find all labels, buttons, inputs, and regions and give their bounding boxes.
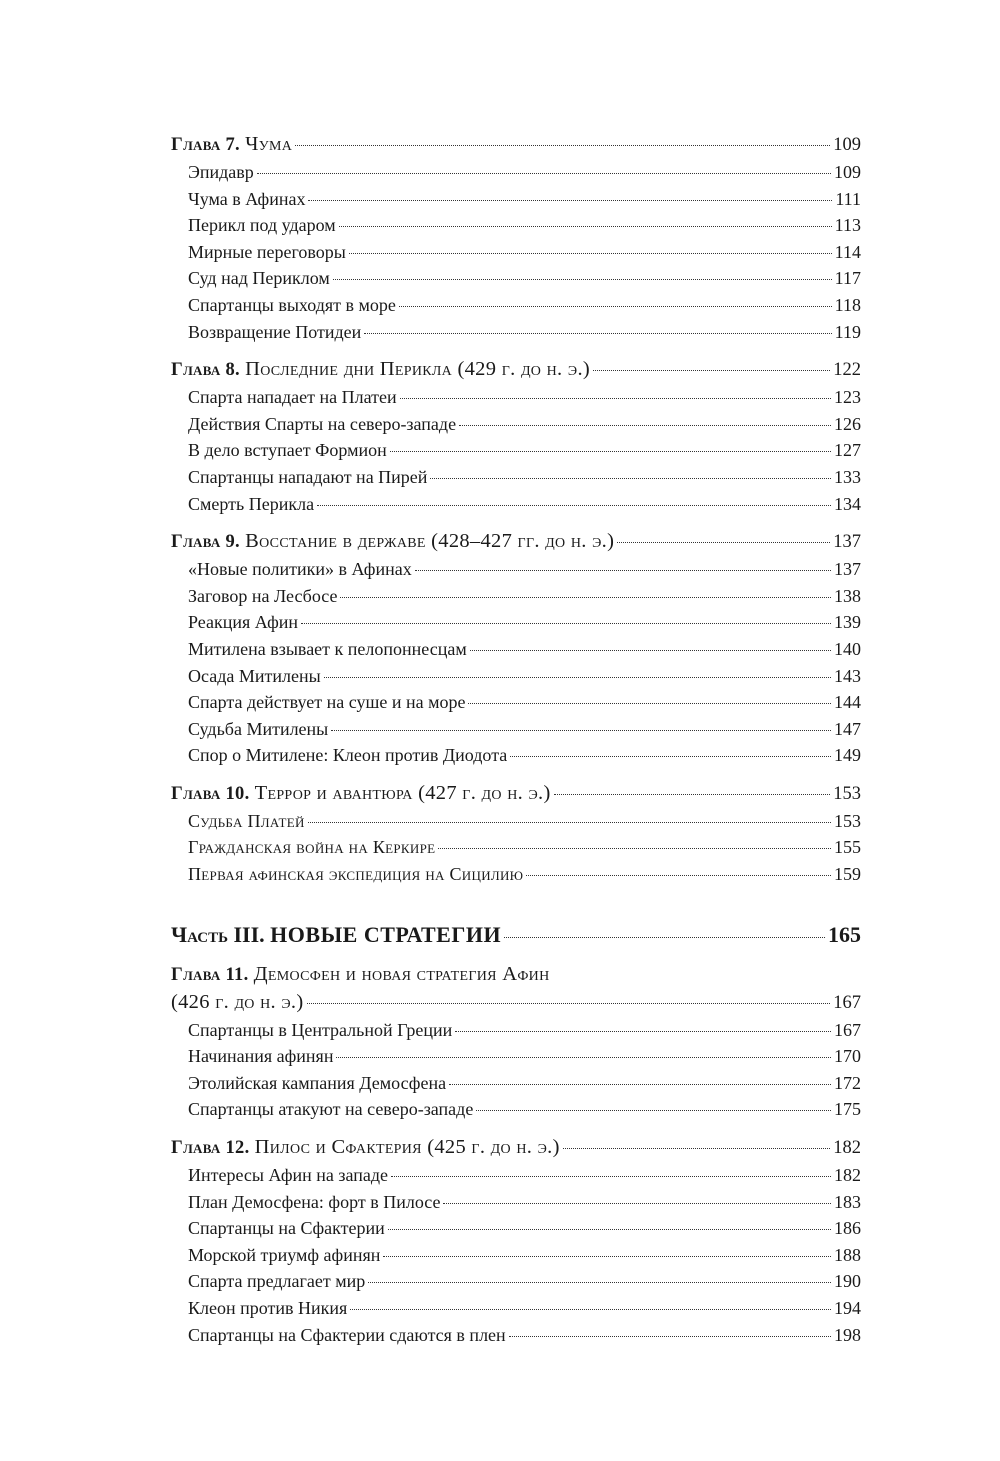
chapter-8-heading (171, 356, 861, 384)
entry-title: Спарта нападает на Платеи (188, 387, 397, 408)
toc-entry (171, 319, 861, 346)
page-number: 122 (833, 360, 861, 381)
page-number: 134 (834, 493, 861, 514)
dot-leader (470, 650, 831, 651)
part-title: НОВЫЕ СТРАТЕГИИ (270, 921, 502, 947)
table-of-contents (171, 131, 861, 1348)
entry-title: Перикл под ударом (188, 215, 336, 236)
page-number: 123 (834, 387, 861, 408)
dot-leader (301, 623, 831, 624)
chapter-9-heading (171, 528, 861, 556)
toc-entry (171, 636, 861, 663)
toc-entry (171, 1189, 861, 1216)
toc-entry (171, 1295, 861, 1322)
page-number: 111 (835, 188, 861, 209)
part-3-heading (171, 920, 861, 950)
toc-entry (171, 159, 861, 186)
toc-entry (171, 1162, 861, 1189)
toc-entry (171, 186, 861, 213)
chapter-label: Глава 9. (171, 532, 240, 553)
chapter-12-heading (171, 1134, 861, 1162)
page-number: 149 (834, 745, 861, 766)
entry-title: В дело вступает Формион (188, 440, 387, 461)
entry-title: Начинания афинян (188, 1046, 334, 1067)
page-number: 118 (834, 294, 861, 315)
page-number: 188 (834, 1244, 861, 1265)
entry-title: Митилена взывает к пелопоннесцам (188, 638, 467, 659)
entry-title: Осада Митилены (188, 665, 321, 686)
entry-title: Спартанцы в Центральной Греции (188, 1019, 453, 1040)
page-number: 183 (834, 1191, 861, 1212)
toc-entry (171, 1017, 861, 1044)
dot-leader (368, 1282, 831, 1283)
part-label: Часть III. (171, 921, 265, 947)
entry-title: Интересы Афин на западе (188, 1165, 389, 1186)
dot-leader (308, 822, 831, 823)
dot-leader (308, 200, 832, 201)
entry-title: Мирные переговоры (188, 241, 346, 262)
toc-entry (171, 716, 861, 743)
chapter-title: Террор и авантюра (427 г. до н. э.) (254, 781, 551, 804)
dot-leader (317, 505, 831, 506)
toc-entry (171, 1242, 861, 1269)
dot-leader (400, 398, 831, 399)
dot-leader (554, 794, 831, 795)
page-number: 186 (834, 1218, 861, 1239)
entry-title: Спарта действует на суше и на море (188, 692, 466, 713)
page-number: 175 (834, 1099, 861, 1120)
dot-leader (399, 306, 832, 307)
page-number: 153 (833, 783, 861, 804)
entry-title: Первая афинская экспедиция на Сицилию (188, 864, 524, 885)
page-number: 114 (834, 241, 861, 262)
chapter-label: Глава 7. (171, 135, 240, 155)
entry-title: План Демосфена: форт в Пилосе (188, 1191, 441, 1212)
toc-entry (171, 239, 861, 266)
entry-title: Заговор на Лесбосе (188, 585, 338, 606)
entry-title: Чума в Афинах (188, 188, 306, 209)
dot-leader (324, 677, 831, 678)
dot-leader (459, 425, 831, 426)
dot-leader (430, 478, 831, 479)
dot-leader (468, 703, 831, 704)
toc-entry (171, 384, 861, 411)
entry-title: Спор о Митилене: Клеон против Диодота (188, 745, 508, 766)
entry-title: Возвращение Потидеи (188, 321, 362, 342)
dot-leader (333, 279, 832, 280)
chapter-label: Глава 11. (171, 964, 249, 985)
toc-entry (171, 1043, 861, 1070)
entry-title: Спартанцы атакуют на северо-западе (188, 1099, 474, 1120)
page-number: 182 (834, 1165, 861, 1186)
toc-entry (171, 742, 861, 769)
dot-leader (257, 173, 831, 174)
page-number: 194 (834, 1298, 861, 1318)
entry-title: Гражданская война на Керкире (188, 837, 436, 858)
toc-entry (171, 556, 861, 583)
dot-leader (307, 1003, 831, 1004)
dot-leader (510, 756, 831, 757)
entry-title: Судьба Платей (188, 810, 305, 831)
page-number: 117 (834, 268, 861, 289)
page-number: 167 (834, 1019, 861, 1040)
entry-title: Клеон против Никия (188, 1298, 348, 1318)
entry-title: Реакция Афин (188, 612, 299, 633)
toc-entry (171, 491, 861, 518)
page-number: 127 (834, 440, 861, 461)
entry-title: Этолийская кампания Демосфена (188, 1072, 447, 1093)
page-number: 147 (834, 718, 861, 739)
dot-leader (350, 1309, 831, 1310)
dot-leader (443, 1203, 831, 1204)
page-number: 109 (833, 135, 861, 155)
page-number: 144 (834, 692, 861, 713)
entry-title: Спартанцы выходят в море (188, 294, 396, 315)
page-number: 143 (834, 665, 861, 686)
chapter-title: Чума (245, 133, 293, 155)
entry-title: Смерть Перикла (188, 493, 315, 514)
toc-entry (171, 212, 861, 239)
page-number: 138 (834, 585, 861, 606)
entry-title: Спартанцы нападают на Пирей (188, 466, 428, 487)
dot-leader (509, 1336, 831, 1337)
toc-entry (171, 663, 861, 690)
dot-leader (339, 226, 832, 227)
dot-leader (388, 1229, 831, 1230)
chapter-11-heading-cont (171, 989, 861, 1017)
toc-entry (171, 1215, 861, 1242)
page-number: 167 (833, 992, 861, 1013)
chapter-7-heading (171, 131, 861, 159)
page-number: 153 (834, 810, 861, 831)
toc-entry (171, 411, 861, 438)
toc-entry (171, 583, 861, 610)
dot-leader (390, 451, 831, 452)
entry-title: Эпидавр (188, 162, 254, 182)
entry-title: Суд над Периклом (188, 268, 330, 289)
dot-leader (331, 730, 831, 731)
dot-leader (295, 145, 830, 146)
page-number: 126 (834, 413, 861, 434)
page-number: 137 (834, 559, 861, 580)
page-number: 172 (834, 1072, 861, 1093)
dot-leader (349, 253, 832, 254)
toc-entry (171, 689, 861, 716)
dot-leader (617, 542, 830, 543)
dot-leader (383, 1256, 831, 1257)
page-number: 155 (834, 837, 861, 858)
dot-leader (336, 1057, 831, 1058)
toc-entry (171, 1096, 861, 1123)
chapter-title: Демосфен и новая стратегия Афин (253, 962, 550, 985)
toc-entry (171, 1322, 861, 1349)
page-number: 159 (834, 864, 861, 885)
toc-entry (171, 437, 861, 464)
chapter-title: Последние дни Перикла (429 г. до н. э.) (245, 358, 590, 381)
page-number: 119 (834, 321, 861, 342)
page-number: 133 (834, 466, 861, 487)
dot-leader (526, 875, 831, 876)
chapter-label: Глава 12. (171, 1138, 250, 1159)
dot-leader (438, 848, 831, 849)
toc-entry (171, 609, 861, 636)
page-number: 137 (833, 532, 861, 553)
entry-title: Спартанцы на Сфактерии сдаются в плен (188, 1324, 506, 1345)
dot-leader (593, 370, 830, 371)
toc-entry (171, 464, 861, 491)
dot-leader (504, 937, 825, 938)
chapter-label: Глава 10. (171, 783, 250, 804)
page-number: 109 (834, 162, 861, 182)
toc-entry (171, 265, 861, 292)
toc-entry (171, 808, 861, 835)
entry-title: Спарта предлагает мир (188, 1271, 366, 1292)
page-number: 165 (828, 921, 861, 947)
dot-leader (415, 570, 831, 571)
entry-title: Действия Спарты на северо-западе (188, 413, 457, 434)
entry-title: Спартанцы на Сфактерии (188, 1218, 385, 1239)
entry-title: Судьба Митилены (188, 718, 329, 739)
toc-entry (171, 1070, 861, 1097)
chapter-title: Восстание в державе (428–427 гг. до н. э.) (245, 530, 615, 553)
toc-entry (171, 1268, 861, 1295)
dot-leader (455, 1031, 831, 1032)
dot-leader (364, 333, 831, 334)
toc-entry (171, 834, 861, 861)
dot-leader (476, 1110, 831, 1111)
chapter-title: Пилос и Сфактерия (425 г. до н. э.) (254, 1136, 560, 1159)
dot-leader (563, 1148, 831, 1149)
page-number: 139 (834, 612, 861, 633)
dot-leader (391, 1176, 831, 1177)
page-number: 170 (834, 1046, 861, 1067)
dot-leader (449, 1084, 831, 1085)
page-number: 198 (834, 1324, 861, 1345)
chapter-title-cont: (426 г. до н. э.) (171, 990, 304, 1013)
page-number: 190 (834, 1271, 861, 1292)
page-number: 140 (834, 638, 861, 659)
chapter-10-heading (171, 780, 861, 808)
toc-entry (171, 861, 861, 888)
page-number: 182 (833, 1138, 861, 1159)
entry-title: «Новые политики» в Афинах (188, 559, 412, 580)
dot-leader (340, 597, 831, 598)
toc-entry (171, 292, 861, 319)
entry-title: Морской триумф афинян (188, 1244, 381, 1265)
chapter-label: Глава 8. (171, 360, 240, 381)
chapter-11-heading (171, 961, 861, 989)
page-number: 113 (834, 215, 861, 236)
